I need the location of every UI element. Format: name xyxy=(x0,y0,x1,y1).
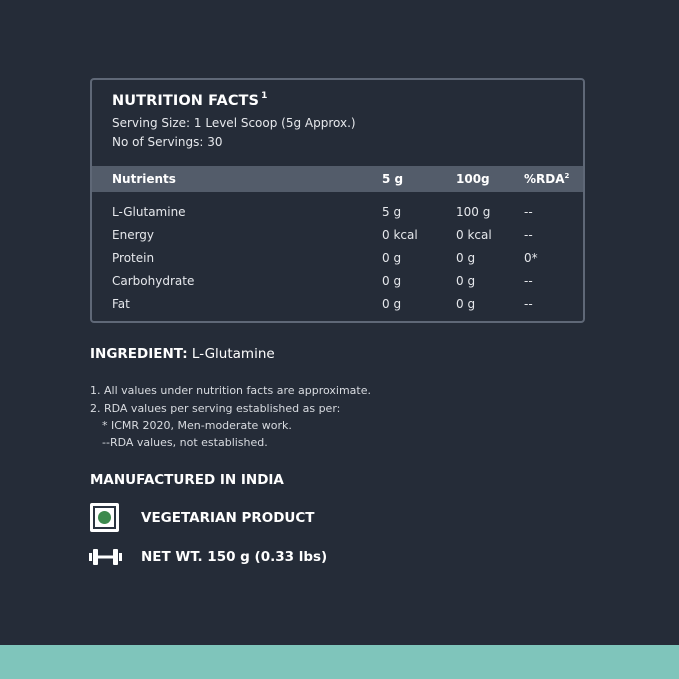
row-per-100g: 100 g xyxy=(456,205,491,219)
row-per-100g: 0 g xyxy=(456,251,476,265)
row-per-100g: 0 g xyxy=(456,274,476,288)
ingredient-label: INGREDIENT: xyxy=(90,346,188,362)
table-row xyxy=(92,228,583,248)
row-per-5g: 5 g xyxy=(382,205,402,219)
table-row xyxy=(92,274,583,294)
row-per-100g: 0 g xyxy=(456,297,476,311)
row-nutrient: Carbohydrate xyxy=(112,274,195,288)
row-per-5g: 0 g xyxy=(382,251,402,265)
row-rda: 0* xyxy=(524,251,538,265)
row-per-100g: 0 kcal xyxy=(456,228,492,242)
row-per-5g: 0 g xyxy=(382,297,402,311)
note-2: 2. RDA values per serving established as per: xyxy=(90,402,341,415)
note-3: * ICMR 2020, Men-moderate work. xyxy=(102,419,292,432)
ingredient-line xyxy=(90,346,275,362)
nutrition-facts-panel xyxy=(90,78,585,323)
nutrition-facts-title: NUTRITION FACTS $^1$ xyxy=(112,91,268,109)
net-weight: NET WT. 150 g (0.33 lbs) xyxy=(141,549,328,565)
header-per-5g: 5 g xyxy=(382,172,404,186)
row-nutrient: Fat xyxy=(112,297,130,311)
note-4: --RDA values, not established. xyxy=(102,436,268,449)
row-nutrient: Energy xyxy=(112,228,155,242)
footer-band xyxy=(0,645,679,679)
serving-size: Serving Size: 1 Level Scoop (5g Approx.) xyxy=(112,116,356,130)
veg-symbol-icon xyxy=(90,503,119,532)
title-footnote: 1 xyxy=(261,91,268,101)
ingredient-value: L-Glutamine xyxy=(187,346,275,362)
note-1: 1. All values under nutrition facts are approximate. xyxy=(90,384,371,397)
table-row xyxy=(92,297,583,317)
row-per-5g: 0 g xyxy=(382,274,402,288)
row-rda: -- xyxy=(524,228,533,242)
dumbbell-icon xyxy=(89,547,122,567)
table-row xyxy=(92,205,583,225)
header-per-100g: 100g xyxy=(456,172,490,186)
manufactured-in: MANUFACTURED IN INDIA xyxy=(90,472,284,488)
table-header xyxy=(92,166,583,192)
vegetarian-label: VEGETARIAN PRODUCT xyxy=(141,510,315,526)
row-rda: -- xyxy=(524,205,533,219)
table-row xyxy=(92,251,583,271)
row-nutrient: Protein xyxy=(112,251,155,265)
row-rda: -- xyxy=(524,297,533,311)
header-nutrients: Nutrients xyxy=(112,172,176,186)
servings-count: No of Servings: 30 xyxy=(112,135,223,149)
header-rda: %RDA$^2$ xyxy=(524,172,570,186)
row-rda: -- xyxy=(524,274,533,288)
row-nutrient: L-Glutamine xyxy=(112,205,186,219)
row-per-5g: 0 kcal xyxy=(382,228,418,242)
